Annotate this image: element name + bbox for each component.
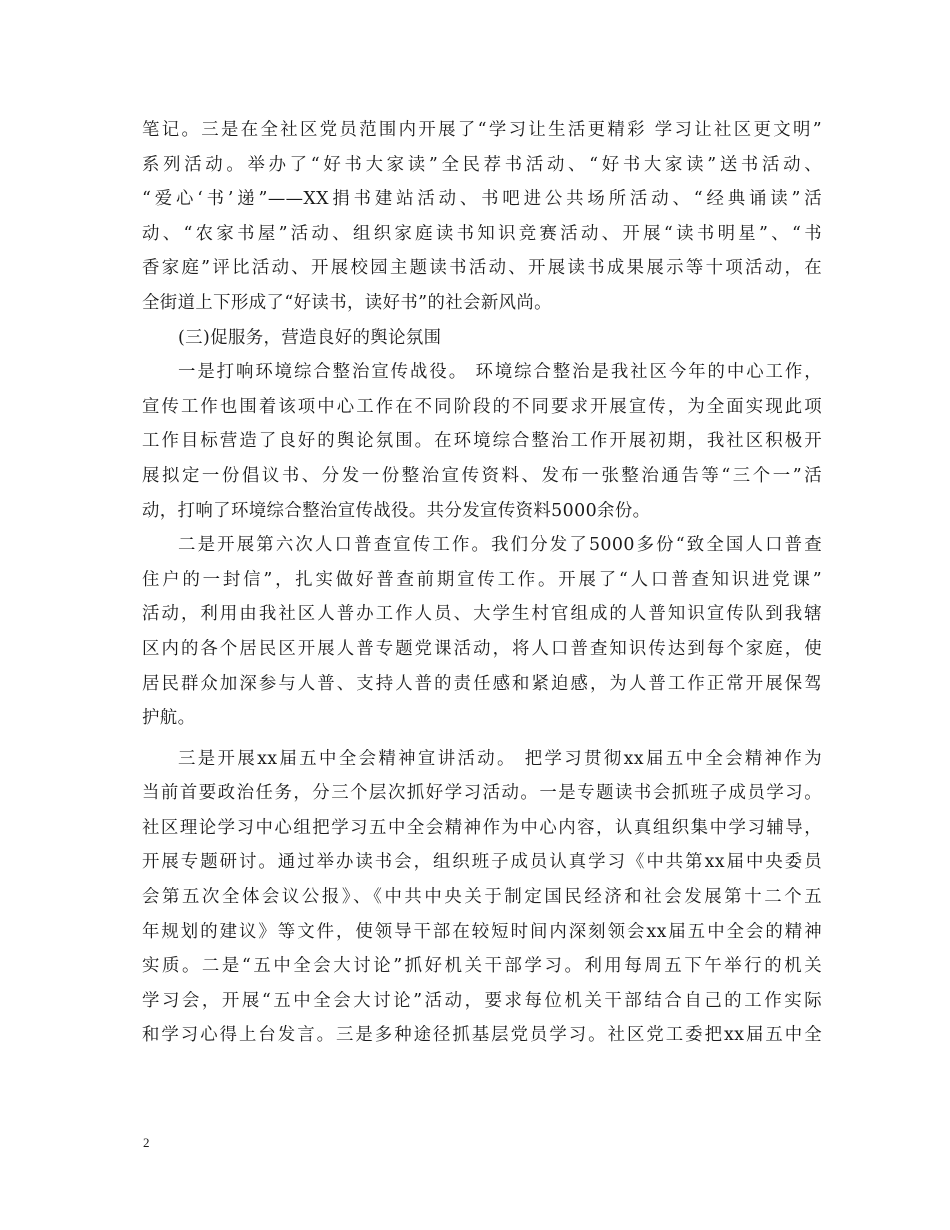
text-line: 香家庭”评比活动、开展校园主题读书活动、开展读书成果展示等十项活动，在: [142, 258, 822, 279]
text-line: 住户的一封信”，扎实做好普查前期宣传工作。开展了“人口普查知识进党课”: [142, 569, 822, 590]
text-line: 区内的各个居民区开展人普专题党课活动，将人口普查知识传达到每个家庭，使: [142, 638, 822, 659]
paragraph-first-line: 二是开展第六次人口普查宣传工作。我们分发了5000多份“致全国人口普查: [178, 535, 822, 556]
text-line: 和学习心得上台发言。三是多种途径抓基层党员学习。社区党工委把xx届五中全: [142, 1025, 822, 1046]
text-line: 会第五次全体会议公报》、《中共中央关于制定国民经济和社会发展第十二个五: [142, 887, 822, 908]
text-line: 开展专题研讨。通过举办读书会，组织班子成员认真学习《中共第xx届中央委员: [142, 852, 822, 873]
paragraph-first-line: 三是开展xx届五中全会精神宣讲活动。 把学习贯彻xx届五中全会精神作为: [178, 748, 822, 769]
text-line: 宣传工作也围着该项中心工作在不同阶段的不同要求开展宣传，为全面实现此项: [142, 396, 822, 417]
text-line: 学习会，开展“五中全会大讨论”活动，要求每位机关干部结合自己的工作实际: [142, 990, 822, 1011]
text-line: 当前首要政治任务，分三个层次抓好学习活动。一是专题读书会抓班子成员学习。: [142, 783, 822, 804]
text-line: 全街道上下形成了“好读书，读好书”的社会新风尚。: [142, 292, 552, 313]
text-line: 活动，利用由我社区人普办工作人员、大学生村官组成的人普知识宣传队到我辖: [142, 604, 822, 625]
document-body: [142, 113, 822, 1053]
text-line: 年规划的建议》等文件，使领导干部在较短时间内深刻领会xx届五中全会的精神: [142, 921, 822, 942]
text-line: 社区理论学习中心组把学习五中全会精神作为中心内容，认真组织集中学习辅导，: [142, 817, 822, 838]
paragraph-first-line: 一是打响环境综合整治宣传战役。 环境综合整治是我社区今年的中心工作，: [178, 362, 822, 383]
text-line: 动、“农家书屋”活动、组织家庭读书知识竞赛活动、开展“读书明星”、“书: [142, 223, 822, 244]
text-line: 实质。二是“五中全会大讨论”抓好机关干部学习。利用每周五下午举行的机关: [142, 956, 822, 977]
text-line: 居民群众加深参与人普、支持人普的责任感和紧迫感，为人普工作正常开展保驾: [142, 673, 822, 694]
text-line: 护航。: [142, 708, 196, 729]
text-line: 系列活动。举办了“好书大家读”全民荐书活动、“好书大家读”送书活动、: [142, 154, 822, 175]
text-line: 动，打响了环境综合整治宣传战役。共分发宣传资料5000余份。: [142, 500, 651, 521]
section-heading: (三)促服务，营造良好的舆论氛围: [178, 327, 442, 348]
text-line: 工作目标营造了良好的舆论氛围。在环境综合整治工作开展初期，我社区积极开: [142, 431, 822, 452]
text-line: 展拟定一份倡议书、分发一份整治宣传资料、发布一张整治通告等“三个一”活: [142, 465, 822, 486]
page-number: 2: [143, 1135, 150, 1150]
text-line: “爱心‘书’递”——XX捐书建站活动、书吧进公共场所活动、“经典诵读”活: [142, 189, 822, 210]
text-line: 笔记。三是在全社区党员范围内开展了“学习让生活更精彩 学习让社区更文明”: [142, 120, 822, 140]
